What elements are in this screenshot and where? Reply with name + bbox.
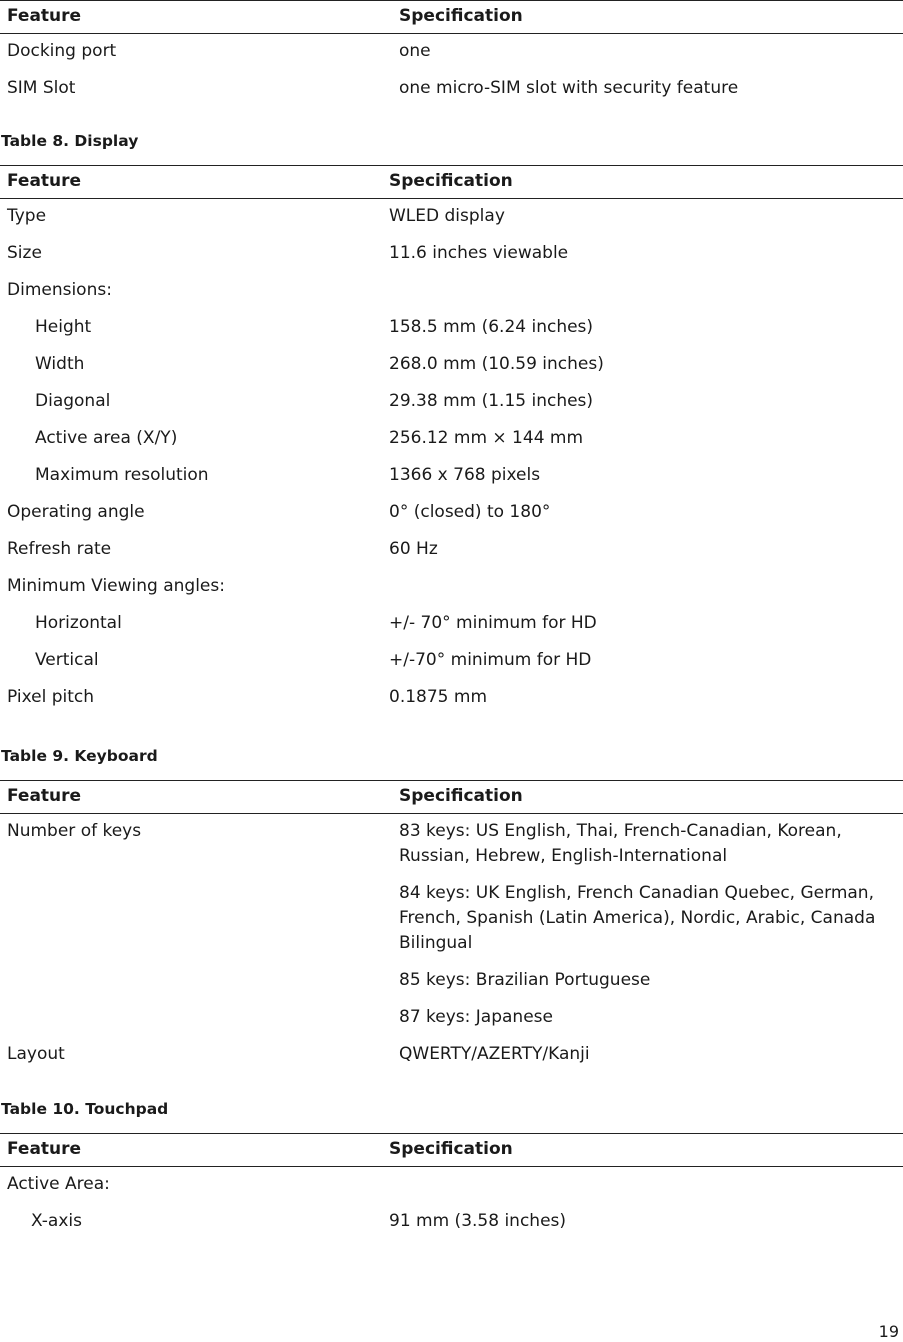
table-row (0, 34, 903, 72)
spec-cell (392, 814, 903, 1038)
spec-cell: 0° (closed) to 180° (389, 502, 551, 522)
table-row (0, 310, 903, 347)
table-row (0, 1204, 903, 1241)
spec-paragraph (399, 1005, 903, 1030)
header-feature: Feature (0, 781, 392, 814)
spec-cell: WLED display (389, 206, 505, 226)
spec-paragraph (399, 819, 903, 869)
feature-cell: Diagonal (35, 391, 111, 411)
table-row (0, 1037, 903, 1074)
spec-paragraph (399, 881, 903, 956)
table-row (0, 532, 903, 569)
table-row (0, 606, 903, 643)
feature-cell: Docking port (7, 41, 117, 61)
table-row (0, 1167, 903, 1205)
spec-line: 87 keys: Japanese (399, 1007, 553, 1027)
spec-cell: 268.0 mm (10.59 inches) (389, 354, 604, 374)
table-row (0, 569, 903, 606)
feature-cell: Minimum Viewing angles: (7, 576, 225, 596)
header-feature: Feature (0, 1, 392, 34)
feature-cell: Active area (X/Y) (35, 428, 178, 448)
header-feature: Feature (0, 1134, 382, 1167)
table-row (0, 347, 903, 384)
table-touchpad (0, 1133, 903, 1241)
feature-cell: Dimensions: (7, 280, 112, 300)
table-sim-docking (0, 0, 903, 108)
spec-cell: one micro-SIM slot with security feature (399, 78, 739, 98)
spec-line: Bilingual (399, 933, 473, 953)
feature-cell: Layout (7, 1044, 65, 1064)
feature-cell: SIM Slot (7, 78, 76, 98)
feature-cell: Pixel pitch (7, 687, 95, 707)
spec-cell (382, 569, 903, 606)
spec-cell: 11.6 inches viewable (389, 243, 569, 263)
table-caption-keyboard: Table 9. Keyboard (1, 747, 158, 765)
spec-line: 83 keys: US English, Thai, French-Canadian, Korean, (399, 821, 842, 841)
table-header-row (0, 166, 903, 199)
page-number: 19 (878, 1322, 899, 1341)
feature-cell: Width (35, 354, 85, 374)
table-row (0, 384, 903, 421)
spec-cell: one (399, 41, 431, 61)
spec-line: French, Spanish (Latin America), Nordic, Arabic, Canada (399, 908, 876, 928)
table-caption-display: Table 8. Display (1, 132, 139, 150)
spec-cell: 1366 x 768 pixels (389, 465, 541, 485)
spec-cell: 0.1875 mm (389, 687, 488, 707)
spec-table (0, 165, 903, 717)
feature-cell: Number of keys (7, 821, 142, 841)
spec-table (0, 780, 903, 1074)
table-header-row (0, 1, 903, 34)
table-header-row (0, 1134, 903, 1167)
table-caption-touchpad: Table 10. Touchpad (1, 1100, 169, 1118)
header-feature: Feature (0, 166, 382, 199)
spec-line: 84 keys: UK English, French Canadian Quebec, German, (399, 883, 874, 903)
feature-cell: Type (7, 206, 47, 226)
table-row (0, 643, 903, 680)
feature-cell: X-axis (31, 1211, 82, 1231)
spec-line: 85 keys: Brazilian Portuguese (399, 970, 651, 990)
feature-cell: Operating angle (7, 502, 145, 522)
spec-cell: 29.38 mm (1.15 inches) (389, 391, 594, 411)
table-row (0, 236, 903, 273)
feature-cell: Vertical (35, 650, 99, 670)
spec-table (0, 1133, 903, 1241)
table-row (0, 421, 903, 458)
feature-cell: Horizontal (35, 613, 122, 633)
spec-table (0, 0, 903, 108)
feature-cell: Size (7, 243, 42, 263)
table-header-row (0, 781, 903, 814)
spec-cell: 158.5 mm (6.24 inches) (389, 317, 594, 337)
header-specification: Specification (382, 1134, 903, 1167)
feature-cell: Active Area: (7, 1174, 110, 1194)
header-specification: Specification (392, 1, 903, 34)
feature-cell: Height (35, 317, 92, 337)
header-specification: Specification (392, 781, 903, 814)
table-row (0, 71, 903, 108)
spec-line: Russian, Hebrew, English-International (399, 846, 728, 866)
spec-cell: 60 Hz (389, 539, 438, 559)
feature-cell: Refresh rate (7, 539, 112, 559)
spec-cell: QWERTY/AZERTY/Kanji (399, 1044, 590, 1064)
table-row (0, 273, 903, 310)
header-specification: Specification (382, 166, 903, 199)
table-row (0, 458, 903, 495)
table-display (0, 165, 903, 717)
table-row (0, 680, 903, 717)
spec-cell: +/- 70° minimum for HD (389, 613, 597, 633)
feature-cell: Maximum resolution (35, 465, 209, 485)
table-keyboard (0, 780, 903, 1074)
spec-cell (382, 273, 903, 310)
spec-cell: 256.12 mm × 144 mm (389, 428, 584, 448)
table-row (0, 814, 903, 1038)
spec-paragraph (399, 968, 903, 993)
table-row (0, 495, 903, 532)
table-row (0, 199, 903, 237)
spec-cell: +/-70° minimum for HD (389, 650, 592, 670)
spec-cell: 91 mm (3.58 inches) (389, 1211, 567, 1231)
spec-cell (382, 1167, 903, 1205)
